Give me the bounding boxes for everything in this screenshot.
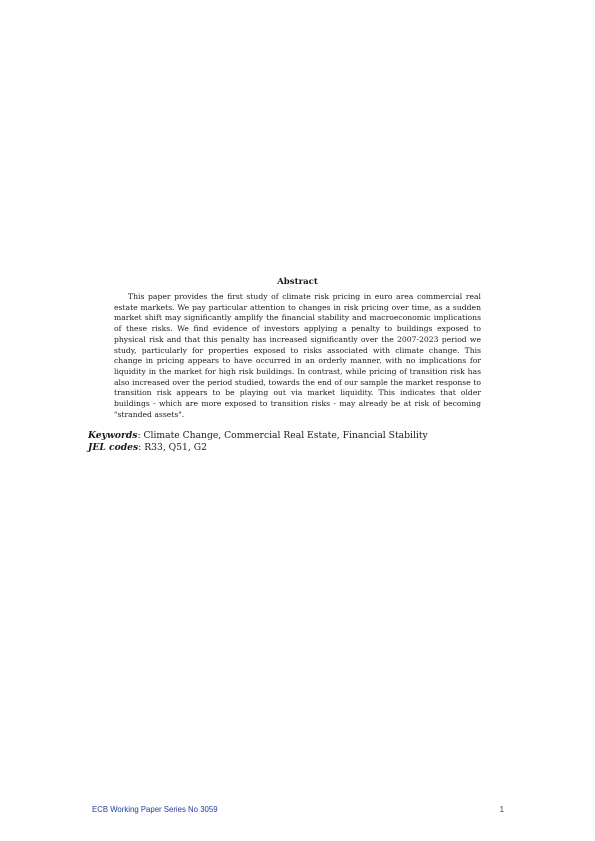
keywords-label: Keywords <box>88 430 138 441</box>
jel-codes-separator: : <box>138 442 142 453</box>
keywords-separator: : <box>137 430 141 441</box>
keywords-line <box>88 430 428 441</box>
page-footer <box>92 805 504 814</box>
jel-codes-label: JEL codes <box>88 442 139 453</box>
page-number: 1 <box>499 805 504 814</box>
series-title: ECB Working Paper Series No 3059 <box>92 805 218 814</box>
abstract-text: This paper provides the first study of climate risk pricing in euro area commercial real estate markets. We pay particular attention to changes in risk pricing over time, as a sudden market shift may significantly amplify the financial stability and macroeconomic implications of these risks. We find evidence of investors applying a penalty to buildings exposed to physical risk and that this penalty has increased significantly over the 2007-2023 period we study, particularly for properties exposed to risks associated with climate change. This change in pricing appears to have occurred in an orderly manner, with no implications for liquidity in the market for high risk buildings. In contrast, while pricing of transition risk has also increased over the period studied, towards the end of our sample the market response to transition risk appears to be playing out via market liquidity. This indicates that older buildings - which are more exposed to transition risks - may already be at risk of becoming "stranded assets". <box>114 292 481 419</box>
keywords-value: Climate Change, Commercial Real Estate, Financial Stability <box>143 430 428 441</box>
jel-codes-line <box>88 442 207 453</box>
jel-codes-value: R33, Q51, G2 <box>144 442 207 453</box>
abstract-heading: Abstract <box>277 277 318 287</box>
